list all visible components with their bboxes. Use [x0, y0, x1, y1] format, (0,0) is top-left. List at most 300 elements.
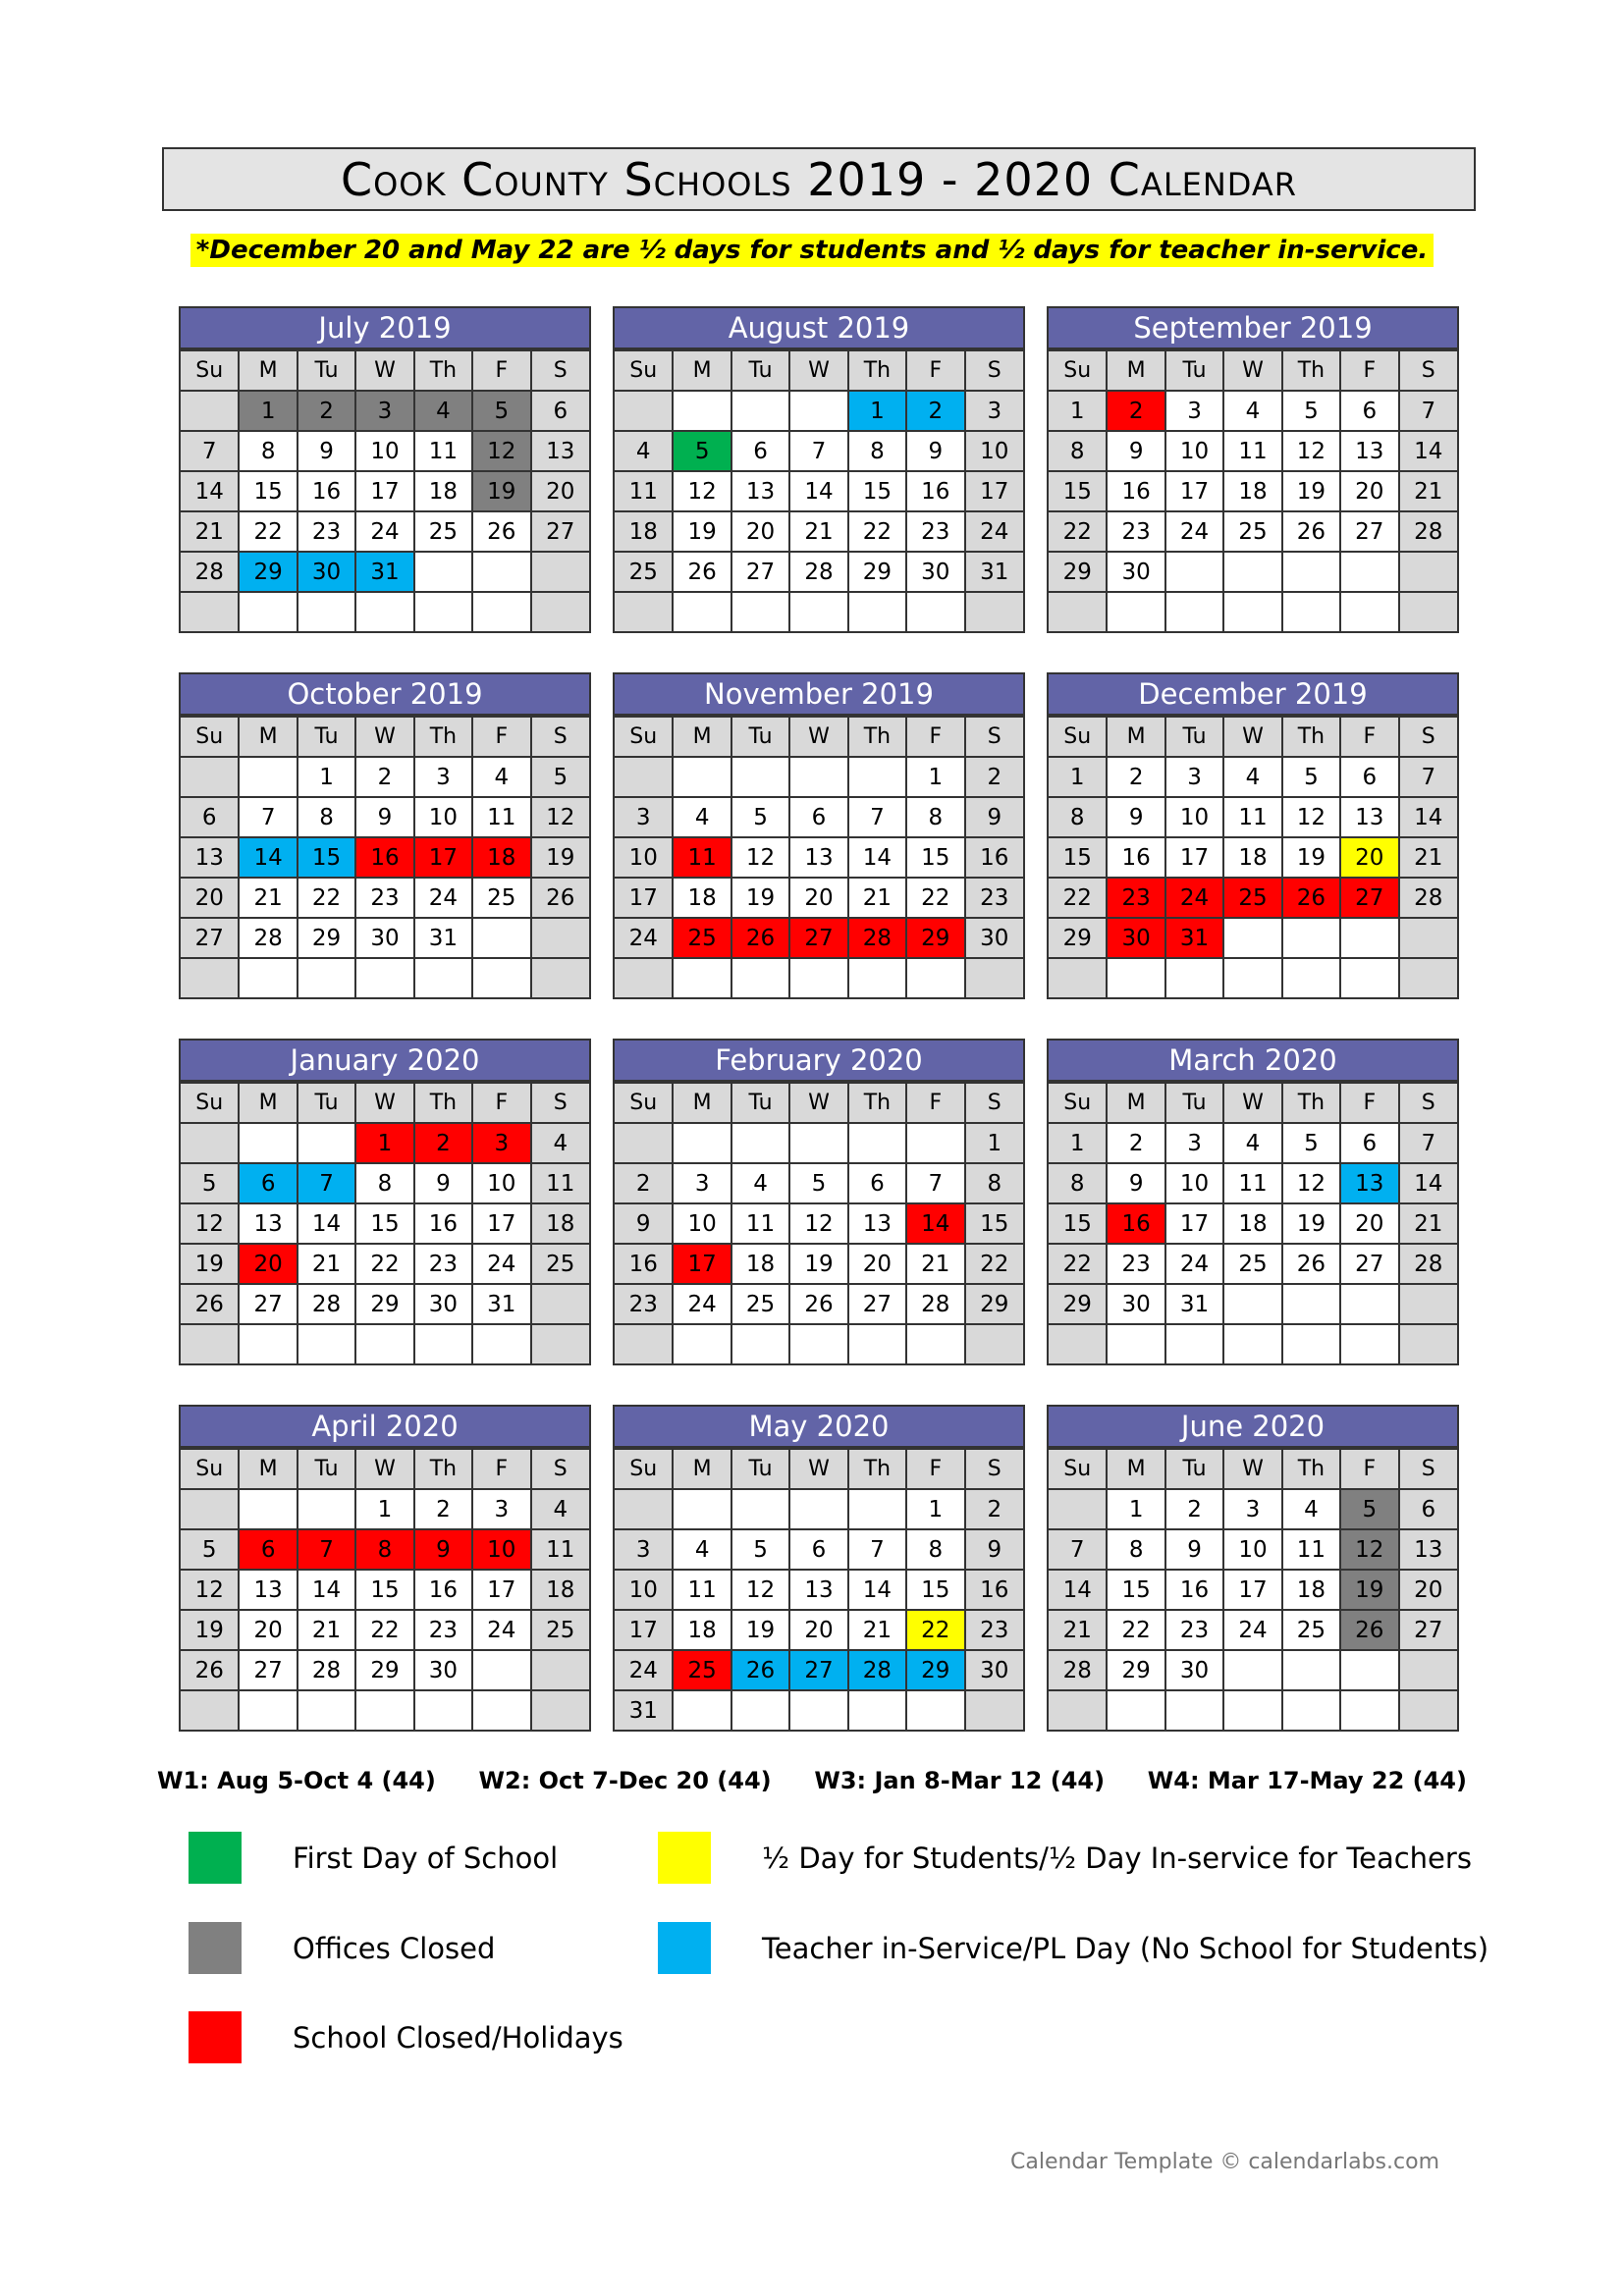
weekday-label: W [355, 1449, 413, 1489]
day-cell: 29 [1107, 1650, 1164, 1690]
day-cell: 20 [181, 878, 239, 918]
day-cell: 27 [181, 918, 239, 958]
day-cell [531, 958, 589, 997]
day-cell [789, 592, 847, 631]
day-cell: 5 [181, 1163, 239, 1203]
day-cell: 10 [414, 797, 472, 837]
day-cell [965, 1690, 1023, 1730]
day-cell: 12 [789, 1203, 847, 1244]
month-calendar [613, 672, 1025, 999]
day-cell: 2 [1165, 1489, 1223, 1529]
day-cell: 20 [1340, 1203, 1398, 1244]
day-cell [848, 757, 906, 797]
weekday-label: W [1223, 717, 1281, 757]
legend-swatch-half-day [658, 1832, 711, 1884]
day-cell: 28 [789, 552, 847, 592]
day-cell [531, 592, 589, 631]
day-cell: 7 [848, 797, 906, 837]
grading-period-3: W3: Jan 8-Mar 12 (44) [814, 1767, 1106, 1794]
day-cell [673, 1690, 731, 1730]
day-cell: 25 [531, 1610, 589, 1650]
day-cell: 23 [1165, 1610, 1223, 1650]
day-cell: 21 [848, 878, 906, 918]
weekday-label: F [906, 1449, 964, 1489]
day-cell: 16 [1107, 1203, 1164, 1244]
week-row [615, 837, 1023, 878]
weekday-label: Tu [298, 350, 355, 391]
week-row [181, 552, 589, 592]
day-cell: 9 [1107, 431, 1164, 471]
half-day-note-text: *December 20 and May 22 are ½ days for students and ½ days for teacher in-service. [190, 234, 1434, 267]
day-cell [1049, 958, 1107, 997]
day-cell: 2 [965, 1489, 1023, 1529]
day-cell: 2 [355, 757, 413, 797]
weekday-label: Su [1049, 717, 1107, 757]
day-cell [731, 757, 789, 797]
month-calendar [179, 1039, 591, 1365]
day-cell: 5 [731, 1529, 789, 1570]
day-cell: 26 [731, 918, 789, 958]
day-cell [1340, 958, 1398, 997]
day-cell: 13 [239, 1570, 297, 1610]
day-cell [789, 1489, 847, 1529]
day-cell: 19 [181, 1610, 239, 1650]
day-cell: 11 [531, 1529, 589, 1570]
day-cell: 17 [472, 1570, 530, 1610]
day-cell: 17 [1165, 471, 1223, 511]
day-cell: 8 [239, 431, 297, 471]
week-row [1049, 1203, 1457, 1244]
weekday-label: S [965, 717, 1023, 757]
day-cell [239, 1123, 297, 1163]
day-cell: 2 [906, 391, 964, 431]
day-cell: 5 [181, 1529, 239, 1570]
day-cell: 19 [531, 837, 589, 878]
day-cell: 22 [355, 1244, 413, 1284]
day-cell: 4 [615, 431, 673, 471]
weekday-label: Su [1049, 1449, 1107, 1489]
day-cell [789, 757, 847, 797]
day-cell: 9 [1165, 1529, 1223, 1570]
day-cell: 29 [906, 1650, 964, 1690]
day-cell: 24 [615, 1650, 673, 1690]
day-cell: 6 [1340, 757, 1398, 797]
day-cell: 26 [731, 1650, 789, 1690]
day-cell [298, 592, 355, 631]
day-cell [615, 958, 673, 997]
week-row [615, 1324, 1023, 1363]
day-cell: 3 [965, 391, 1023, 431]
day-cell: 8 [848, 431, 906, 471]
day-cell: 9 [414, 1163, 472, 1203]
day-cell [1107, 1324, 1164, 1363]
week-row [615, 592, 1023, 631]
day-cell [472, 958, 530, 997]
month-calendar [1047, 1405, 1459, 1732]
day-cell: 25 [673, 918, 731, 958]
day-cell: 19 [731, 878, 789, 918]
week-row [615, 958, 1023, 997]
month-name: February 2020 [615, 1041, 1023, 1082]
day-cell: 6 [848, 1163, 906, 1203]
week-row [181, 1610, 589, 1650]
week-row [1049, 1123, 1457, 1163]
day-cell [414, 592, 472, 631]
day-cell: 6 [789, 797, 847, 837]
week-row [615, 1570, 1023, 1610]
week-row [181, 1489, 589, 1529]
weekday-label: Su [181, 350, 239, 391]
weekday-label: W [789, 1083, 847, 1123]
day-cell: 27 [1399, 1610, 1457, 1650]
day-cell: 2 [298, 391, 355, 431]
weekday-label: F [906, 1083, 964, 1123]
day-cell: 8 [1107, 1529, 1164, 1570]
week-row [615, 391, 1023, 431]
day-cell: 7 [848, 1529, 906, 1570]
day-cell: 11 [1223, 1163, 1281, 1203]
day-cell: 12 [673, 471, 731, 511]
month-name: July 2019 [181, 308, 589, 349]
day-cell: 9 [965, 1529, 1023, 1570]
week-row [615, 1610, 1023, 1650]
day-cell: 2 [414, 1489, 472, 1529]
day-cell [673, 757, 731, 797]
day-cell: 26 [472, 511, 530, 552]
day-cell: 11 [472, 797, 530, 837]
weekday-label: Tu [1165, 717, 1223, 757]
day-cell: 6 [1340, 1123, 1398, 1163]
day-cell: 30 [906, 552, 964, 592]
weekday-label: M [673, 350, 731, 391]
day-cell: 29 [239, 552, 297, 592]
day-cell: 20 [848, 1244, 906, 1284]
week-row [615, 1284, 1023, 1324]
day-cell: 31 [965, 552, 1023, 592]
week-row [615, 1529, 1023, 1570]
day-cell: 11 [615, 471, 673, 511]
day-cell: 26 [181, 1284, 239, 1324]
day-cell: 7 [181, 431, 239, 471]
day-cell: 14 [848, 837, 906, 878]
week-row [615, 471, 1023, 511]
grading-period-4: W4: Mar 17-May 22 (44) [1147, 1767, 1467, 1794]
day-cell [731, 1324, 789, 1363]
day-cell: 21 [181, 511, 239, 552]
day-cell [181, 1123, 239, 1163]
day-cell: 29 [1049, 1284, 1107, 1324]
weekday-label: Su [181, 1449, 239, 1489]
day-cell [673, 391, 731, 431]
weekday-label: Su [615, 1449, 673, 1489]
day-cell: 3 [472, 1123, 530, 1163]
day-cell: 4 [673, 797, 731, 837]
day-cell [1223, 1284, 1281, 1324]
day-cell: 16 [615, 1244, 673, 1284]
day-cell [239, 958, 297, 997]
day-cell [355, 592, 413, 631]
weekday-label: Su [615, 1083, 673, 1123]
day-cell: 31 [1165, 1284, 1223, 1324]
day-cell [1165, 1324, 1223, 1363]
day-cell: 5 [789, 1163, 847, 1203]
weekday-label: Th [1282, 717, 1340, 757]
day-cell: 4 [1223, 391, 1281, 431]
day-cell: 9 [1107, 797, 1164, 837]
week-row [181, 1244, 589, 1284]
weekday-label: F [1340, 717, 1398, 757]
day-cell: 30 [298, 552, 355, 592]
day-cell: 8 [1049, 797, 1107, 837]
day-cell: 6 [731, 431, 789, 471]
day-cell [615, 592, 673, 631]
day-cell: 19 [1282, 1203, 1340, 1244]
day-cell: 17 [615, 878, 673, 918]
day-cell: 25 [1223, 878, 1281, 918]
day-cell: 30 [414, 1284, 472, 1324]
day-cell [298, 1324, 355, 1363]
legend-label-offices-closed: Offices Closed [293, 1931, 496, 1965]
day-cell: 17 [1165, 1203, 1223, 1244]
day-cell: 5 [1340, 1489, 1398, 1529]
day-cell: 28 [848, 1650, 906, 1690]
month-grid [181, 1448, 589, 1730]
month-name: September 2019 [1049, 308, 1457, 349]
day-cell: 22 [1049, 878, 1107, 918]
weekday-label: M [239, 1449, 297, 1489]
month-calendar [1047, 672, 1459, 999]
day-cell: 14 [1399, 797, 1457, 837]
week-row [181, 837, 589, 878]
day-cell: 7 [1399, 757, 1457, 797]
week-row [615, 1203, 1023, 1244]
day-cell: 28 [1399, 1244, 1457, 1284]
day-cell: 19 [181, 1244, 239, 1284]
day-cell: 19 [731, 1610, 789, 1650]
weekday-label: Th [1282, 1083, 1340, 1123]
day-cell: 3 [414, 757, 472, 797]
month-grid [181, 716, 589, 997]
day-cell: 9 [906, 431, 964, 471]
day-cell: 6 [1399, 1489, 1457, 1529]
day-cell: 16 [298, 471, 355, 511]
day-cell: 2 [965, 757, 1023, 797]
day-cell [181, 1324, 239, 1363]
weekday-label: F [472, 350, 530, 391]
week-row [615, 1650, 1023, 1690]
week-row [1049, 1570, 1457, 1610]
weekday-label: S [531, 350, 589, 391]
day-cell: 24 [414, 878, 472, 918]
day-cell: 25 [615, 552, 673, 592]
day-cell [615, 391, 673, 431]
day-cell: 18 [1223, 837, 1281, 878]
week-row [181, 958, 589, 997]
day-cell: 12 [1282, 431, 1340, 471]
weekday-label: Tu [731, 1449, 789, 1489]
day-cell [673, 1123, 731, 1163]
day-cell: 29 [1049, 918, 1107, 958]
day-cell: 22 [1049, 1244, 1107, 1284]
day-cell: 15 [355, 1570, 413, 1610]
day-cell [181, 1489, 239, 1529]
day-cell [531, 552, 589, 592]
day-cell: 13 [1340, 797, 1398, 837]
day-cell: 3 [1165, 757, 1223, 797]
day-cell [1340, 1690, 1398, 1730]
day-cell: 14 [848, 1570, 906, 1610]
weekday-header-row [181, 1449, 589, 1489]
day-cell: 29 [965, 1284, 1023, 1324]
weekday-label: S [531, 1083, 589, 1123]
day-cell: 22 [965, 1244, 1023, 1284]
weekday-label: Su [1049, 1083, 1107, 1123]
legend-first-day [189, 1832, 558, 1884]
day-cell: 9 [965, 797, 1023, 837]
weekday-label: W [1223, 1449, 1281, 1489]
day-cell: 7 [298, 1163, 355, 1203]
day-cell [472, 918, 530, 958]
day-cell [1282, 958, 1340, 997]
week-row [1049, 511, 1457, 552]
legend-swatch-first-day [189, 1832, 242, 1884]
day-cell: 27 [1340, 878, 1398, 918]
day-cell: 23 [414, 1610, 472, 1650]
day-cell: 10 [1165, 431, 1223, 471]
day-cell: 15 [1049, 837, 1107, 878]
day-cell: 15 [906, 837, 964, 878]
day-cell: 17 [1165, 837, 1223, 878]
weekday-label: F [1340, 350, 1398, 391]
day-cell: 24 [1165, 511, 1223, 552]
day-cell [731, 1690, 789, 1730]
day-cell [472, 592, 530, 631]
day-cell [1399, 1324, 1457, 1363]
weekday-label: W [789, 1449, 847, 1489]
day-cell: 11 [1282, 1529, 1340, 1570]
day-cell: 19 [789, 1244, 847, 1284]
legend-swatch-inservice [658, 1922, 711, 1974]
weekday-label: Th [414, 1083, 472, 1123]
day-cell: 17 [355, 471, 413, 511]
week-row [1049, 1610, 1457, 1650]
day-cell: 26 [1282, 878, 1340, 918]
day-cell: 21 [789, 511, 847, 552]
month-calendar [179, 1405, 591, 1732]
day-cell: 12 [181, 1203, 239, 1244]
week-row [1049, 918, 1457, 958]
month-calendar [179, 306, 591, 633]
day-cell [298, 1690, 355, 1730]
day-cell: 28 [1049, 1650, 1107, 1690]
day-cell: 23 [355, 878, 413, 918]
day-cell: 30 [965, 918, 1023, 958]
day-cell: 22 [906, 878, 964, 918]
month-grid [615, 716, 1023, 997]
day-cell: 18 [615, 511, 673, 552]
day-cell: 15 [355, 1203, 413, 1244]
day-cell [181, 391, 239, 431]
day-cell: 1 [1049, 1123, 1107, 1163]
week-row [181, 1529, 589, 1570]
day-cell [906, 1324, 964, 1363]
day-cell: 17 [414, 837, 472, 878]
day-cell [181, 958, 239, 997]
day-cell: 23 [1107, 878, 1164, 918]
day-cell [1107, 1690, 1164, 1730]
calendar-title: Cook County Schools 2019 - 2020 Calendar [162, 147, 1476, 211]
weekday-label: S [965, 350, 1023, 391]
day-cell: 5 [472, 391, 530, 431]
day-cell [472, 1650, 530, 1690]
month-calendar [613, 1405, 1025, 1732]
day-cell: 31 [615, 1690, 673, 1730]
week-row [1049, 1244, 1457, 1284]
day-cell: 20 [239, 1244, 297, 1284]
week-row [181, 1690, 589, 1730]
day-cell [615, 1123, 673, 1163]
day-cell [965, 958, 1023, 997]
week-row [181, 1163, 589, 1203]
weekday-label: Tu [1165, 1083, 1223, 1123]
day-cell: 15 [1049, 1203, 1107, 1244]
day-cell [414, 552, 472, 592]
month-name: May 2020 [615, 1407, 1023, 1448]
legend-label-school-closed: School Closed/Holidays [293, 2020, 623, 2055]
day-cell: 4 [731, 1163, 789, 1203]
day-cell [472, 1324, 530, 1363]
day-cell: 7 [906, 1163, 964, 1203]
day-cell [848, 1123, 906, 1163]
day-cell: 22 [298, 878, 355, 918]
day-cell: 2 [1107, 757, 1164, 797]
weekday-label: M [1107, 717, 1164, 757]
day-cell: 15 [848, 471, 906, 511]
weekday-label: Th [848, 1449, 906, 1489]
day-cell: 23 [1107, 511, 1164, 552]
day-cell: 4 [673, 1529, 731, 1570]
month-grid [1049, 349, 1457, 631]
day-cell: 7 [298, 1529, 355, 1570]
day-cell [731, 1489, 789, 1529]
day-cell [1340, 1284, 1398, 1324]
day-cell [1282, 592, 1340, 631]
day-cell: 19 [673, 511, 731, 552]
day-cell: 16 [906, 471, 964, 511]
weekday-header-row [1049, 1083, 1457, 1123]
week-row [615, 757, 1023, 797]
day-cell: 22 [848, 511, 906, 552]
day-cell: 4 [472, 757, 530, 797]
day-cell: 20 [1340, 837, 1398, 878]
weekday-label: S [531, 1449, 589, 1489]
week-row [1049, 1650, 1457, 1690]
day-cell: 7 [1049, 1529, 1107, 1570]
day-cell: 18 [1223, 1203, 1281, 1244]
week-row [1049, 878, 1457, 918]
day-cell: 11 [1223, 797, 1281, 837]
week-row [1049, 837, 1457, 878]
day-cell: 1 [906, 757, 964, 797]
weekday-label: M [673, 1083, 731, 1123]
week-row [1049, 1690, 1457, 1730]
day-cell [1165, 1690, 1223, 1730]
weekday-label: Th [848, 717, 906, 757]
day-cell: 1 [355, 1489, 413, 1529]
day-cell: 25 [1282, 1610, 1340, 1650]
day-cell: 8 [906, 797, 964, 837]
day-cell [414, 1324, 472, 1363]
